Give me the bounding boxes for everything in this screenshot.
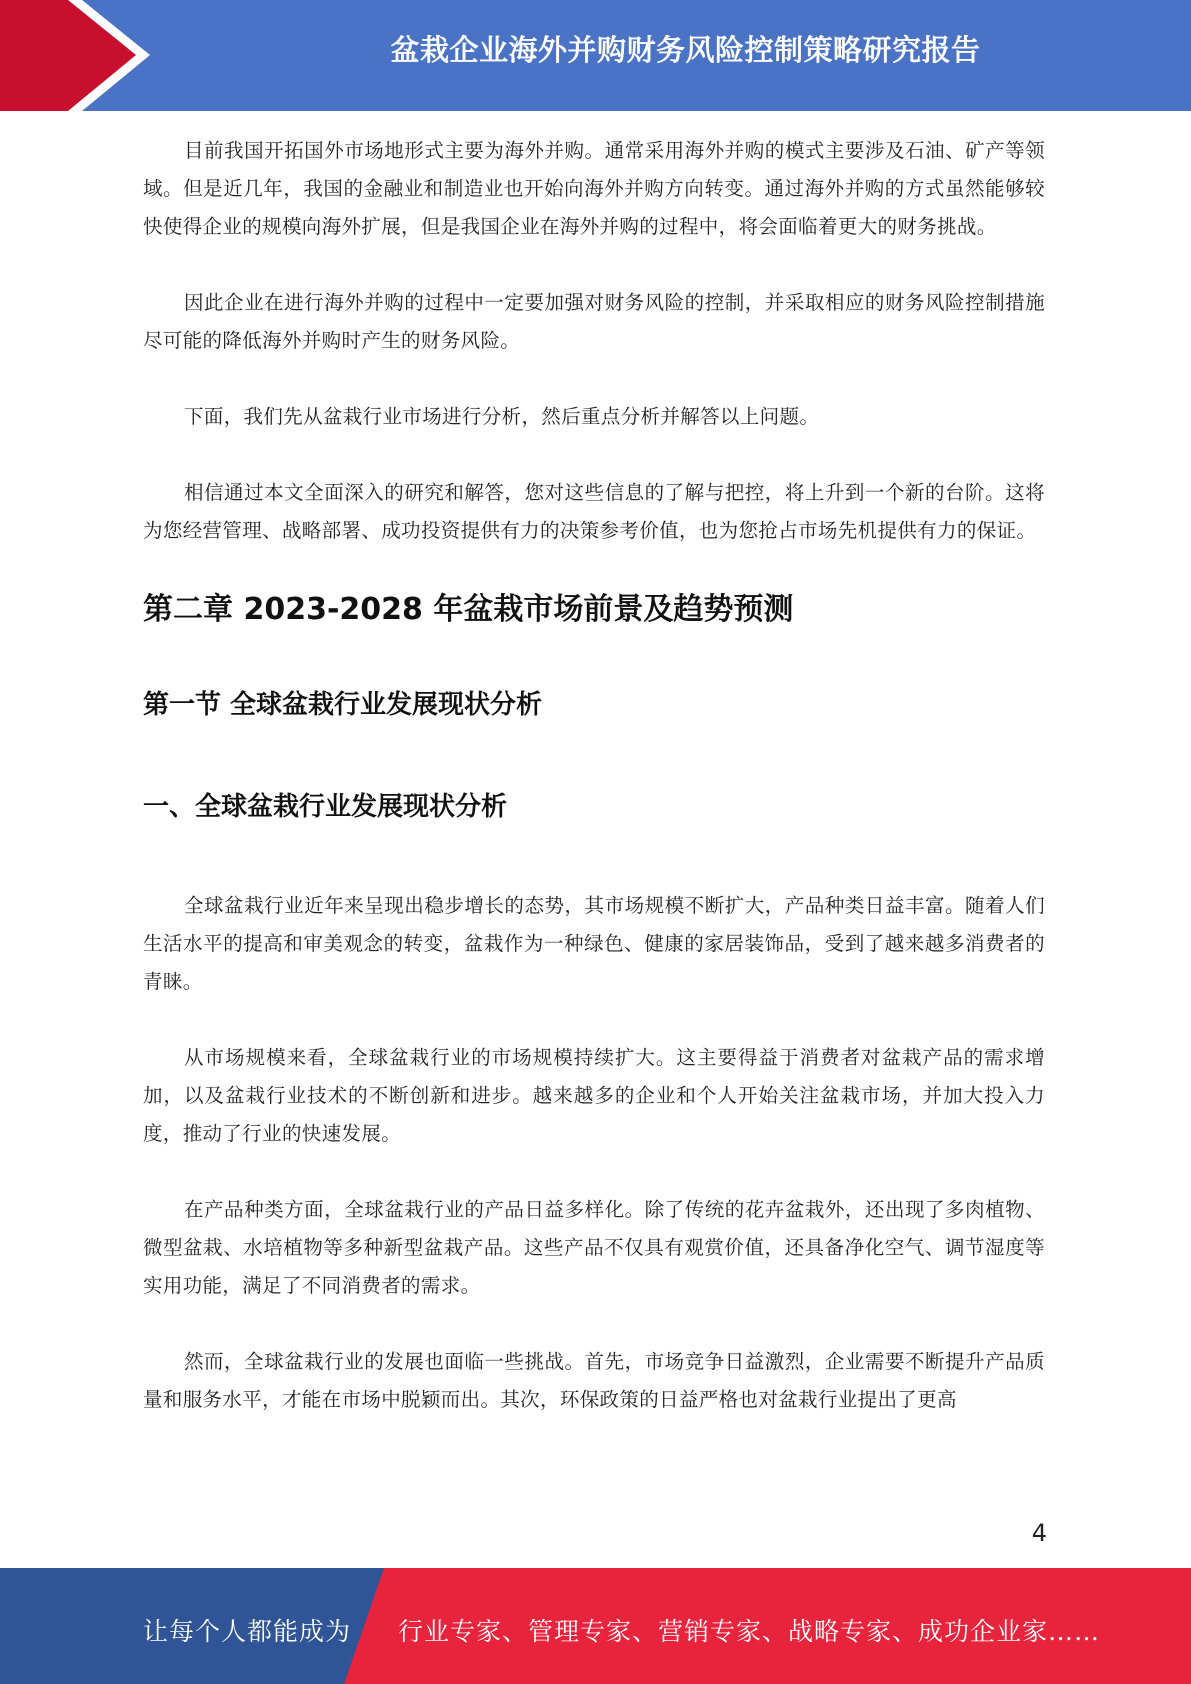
subsection-title: 一、全球盆栽行业发展现状分析 [143, 792, 508, 822]
header-banner [0, 0, 1191, 111]
paragraph: 全球盆栽行业近年来呈现出稳步增长的态势，其市场规模不断扩大，产品种类日益丰富。随着人们生活水平的提高和审美观念的转变，盆栽作为一种绿色、健康的家居装饰品，受到了越来越多消费者的青睐。 [143, 894, 1045, 993]
paragraph: 从市场规模来看，全球盆栽行业的市场规模持续扩大。这主要得益于消费者对盆栽产品的需求增加，以及盆栽行业技术的不断创新和进步。越来越多的企业和个人开始关注盆栽市场，并加大投入力度，推动了行业的快速发展。 [143, 1046, 1045, 1145]
footer-banner [0, 1568, 1191, 1684]
page-content [143, 132, 1045, 1419]
paragraph: 然而，全球盆栽行业的发展也面临一些挑战。首先，市场竞争日益激烈，企业需要不断提升产品质量和服务水平，才能在市场中脱颖而出。其次，环保政策的日益严格也对盆栽行业提出了更高 [143, 1350, 1045, 1411]
page-number: 4 [1031, 1519, 1047, 1547]
chapter-title: 第二章 2023-2028 年盆栽市场前景及趋势预测 [143, 592, 794, 627]
paragraph: 相信通过本文全面深入的研究和解答，您对这些信息的了解与把控，将上升到一个新的台阶。这将为您经营管理、战略部署、成功投资提供有力的决策参考价值，也为您抢占市场先机提供有力的保证。 [143, 481, 1045, 542]
paragraph: 因此企业在进行海外并购的过程中一定要加强对财务风险的控制，并采取相应的财务风险控制措施尽可能的降低海外并购时产生的财务风险。 [143, 291, 1045, 352]
footer-slogan-left: 让每个人都能成为 [143, 1617, 352, 1646]
paragraph: 目前我国开拓国外市场地形式主要为海外并购。通常采用海外并购的模式主要涉及石油、矿产等领域。但是近几年，我国的金融业和制造业也开始向海外并购方向转变。通过海外并购的方式虽然能够较快使得企业的规模向海外扩展，但是我国企业在海外并购的过程中，将会面临着更大的财务挑战。 [143, 139, 1045, 238]
section-title: 第一节 全球盆栽行业发展现状分析 [143, 690, 543, 720]
paragraph: 在产品种类方面，全球盆栽行业的产品日益多样化。除了传统的花卉盆栽外，还出现了多肉植物、微型盆栽、水培植物等多种新型盆栽产品。这些产品不仅具有观赏价值，还具备净化空气、调节湿度等实用功能，满足了不同消费者的需求。 [143, 1198, 1045, 1297]
footer-slogan-right: 行业专家、管理专家、营销专家、战略专家、成功企业家…… [398, 1617, 1101, 1646]
header-arrow-decoration [0, 0, 160, 111]
document-title: 盆栽企业海外并购财务风险控制策略研究报告 [390, 33, 981, 67]
paragraph: 下面，我们先从盆栽行业市场进行分析，然后重点分析并解答以上问题。 [184, 405, 820, 428]
